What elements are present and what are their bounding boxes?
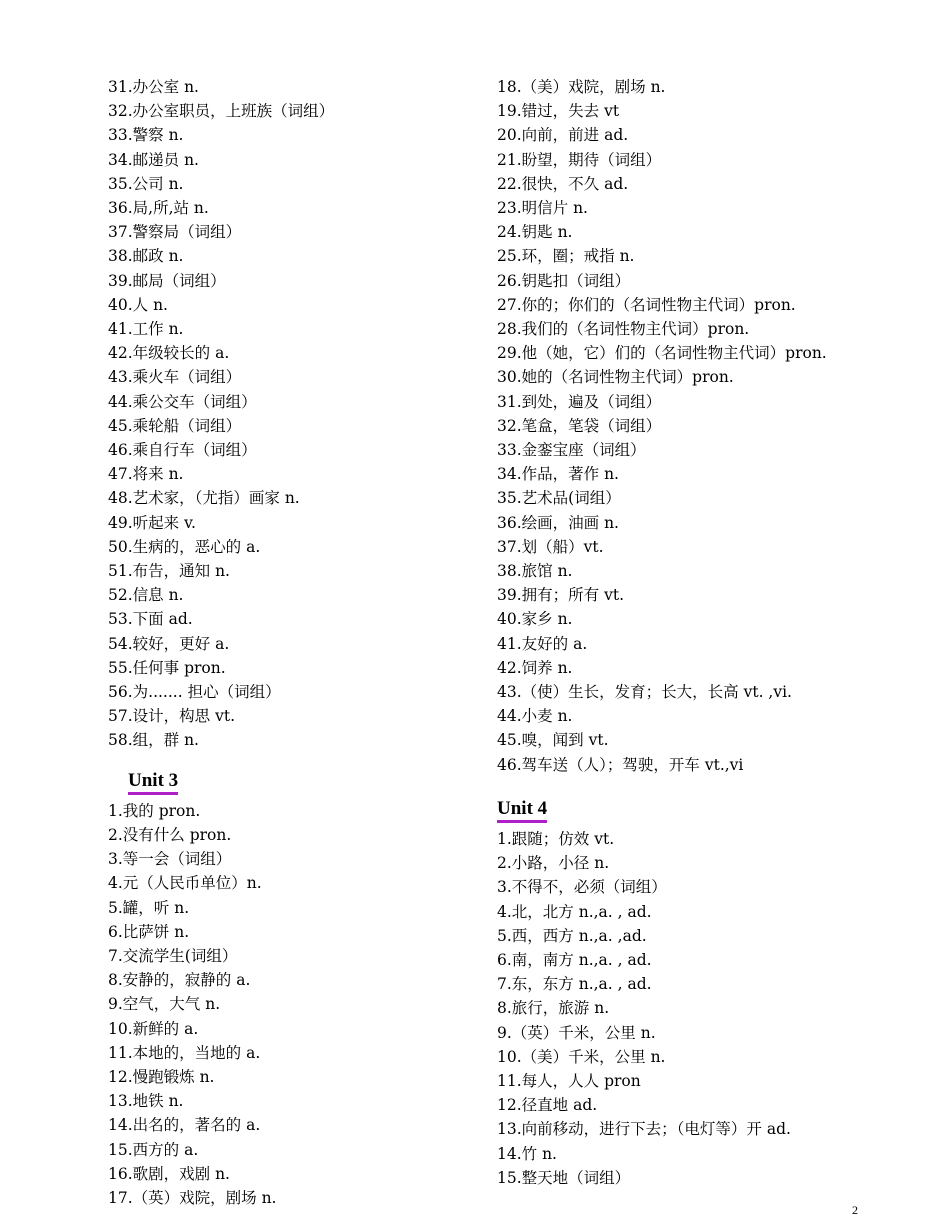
vocab-entry: 9.空气，大气 n.	[108, 995, 221, 1014]
vocab-entry: 1.我的 pron.	[108, 801, 201, 820]
vocab-entry: 36.绘画，油画 n.	[497, 513, 619, 532]
vocab-entry: 53.下面 ad.	[108, 610, 193, 629]
vocab-entry: 55.任何事 pron.	[108, 658, 226, 677]
vocab-entry: 13.地铁 n.	[108, 1092, 184, 1111]
vocab-entry: 15.整天地（词组）	[497, 1168, 631, 1187]
unit3-heading-wrap	[108, 769, 478, 799]
vocab-entry: 47.将来 n.	[108, 465, 184, 484]
vocab-list-unit3-part1	[108, 799, 478, 1210]
vocab-entry: 30.她的（名词性物主代词）pron.	[497, 368, 734, 387]
vocab-entry: 6.比萨饼 n.	[108, 922, 190, 941]
vocab-entry: 12.径直地 ad.	[497, 1096, 598, 1115]
vocab-entry: 3.等一会（词组）	[108, 850, 232, 869]
vocab-entry: 36.局,所,站 n.	[108, 199, 209, 218]
vocab-entry: 48.艺术家，（尤指）画家 n.	[108, 489, 300, 508]
vocab-entry: 54.较好，更好 a.	[108, 634, 230, 653]
vocab-entry: 35.公司 n.	[108, 174, 184, 193]
vocab-entry: 1.跟随；仿效 vt.	[497, 829, 615, 848]
page-number: 2	[852, 1203, 858, 1217]
vocab-entry: 32.办公室职员，上班族（词组）	[108, 102, 335, 121]
vocab-entry: 44.小麦 n.	[497, 707, 573, 726]
vocab-entry: 43.乘火车（词组）	[108, 368, 242, 387]
vocab-entry: 15.西方的 a.	[108, 1140, 199, 1159]
vocab-entry: 9.（英）千米，公里 n.	[497, 1023, 656, 1042]
vocab-entry: 34.作品，著作 n.	[497, 465, 619, 484]
vocab-entry: 11.本地的，当地的 a.	[108, 1043, 261, 1062]
vocab-entry: 51.布告，通知 n.	[108, 562, 230, 581]
vocab-entry: 5.罐，听 n.	[108, 898, 190, 917]
vocab-entry: 38.邮政 n.	[108, 247, 184, 266]
vocab-list-unit2-continued	[108, 75, 478, 753]
vocab-entry: 45.嗅，闻到 vt.	[497, 731, 609, 750]
vocab-entry: 52.信息 n.	[108, 586, 184, 605]
vocab-entry: 40.家乡 n.	[497, 610, 573, 629]
vocab-entry: 28.我们的（名词性物主代词）pron.	[497, 320, 750, 339]
vocab-entry: 57.设计，构思 vt.	[108, 707, 235, 726]
left-column	[108, 75, 478, 1210]
vocab-entry: 5.西，西方 n.,a. ,ad.	[497, 926, 647, 945]
vocab-entry: 41.友好的 a.	[497, 634, 588, 653]
vocab-entry: 41.工作 n.	[108, 320, 184, 339]
vocab-entry: 49.听起来 v.	[108, 513, 196, 532]
unit4-heading: Unit 4	[497, 797, 548, 819]
vocab-entry: 11.每人，人人 pron	[497, 1071, 641, 1090]
vocab-entry: 8.旅行，旅游 n.	[497, 999, 610, 1018]
vocab-entry: 43.（使）生长，发育；长大，长高 vt. ,vi.	[497, 683, 792, 702]
vocab-entry: 25.环，圈；戒指 n.	[497, 247, 635, 266]
vocab-entry: 40.人 n.	[108, 295, 168, 314]
vocab-entry: 39.邮局（词组）	[108, 271, 226, 290]
vocab-entry: 46.驾车送（人）；驾驶，开车 vt.,vi	[497, 755, 744, 774]
vocab-entry: 35.艺术品(词组）	[497, 489, 621, 508]
vocab-entry: 31.到处，遍及（词组）	[497, 392, 662, 411]
vocab-entry: 10.新鲜的 a.	[108, 1019, 199, 1038]
right-column	[497, 75, 927, 1190]
vocab-entry: 32.笔盒，笔袋（词组）	[497, 416, 662, 435]
unit3-heading: Unit 3	[128, 769, 179, 791]
vocab-entry: 27.你的；你们的（名词性物主代词）pron.	[497, 295, 796, 314]
vocab-entry: 34.邮递员 n.	[108, 150, 199, 169]
vocab-entry: 50.生病的，恶心的 a.	[108, 537, 261, 556]
vocab-entry: 22.很快，不久 ad.	[497, 174, 629, 193]
vocab-entry: 37.警察局（词组）	[108, 223, 242, 242]
vocab-entry: 42.年级较长的 a.	[108, 344, 230, 363]
vocab-entry: 13.向前移动，进行下去；（电灯等）开 ad.	[497, 1120, 791, 1139]
unit4-heading-wrap	[497, 797, 927, 827]
vocab-list-unit3-part2	[497, 75, 927, 777]
vocab-entry: 29.他（她，它）们的（名词性物主代词）pron.	[497, 344, 827, 363]
vocab-entry: 26.钥匙扣（词组）	[497, 271, 631, 290]
vocab-entry: 7.东，东方 n.,a. , ad.	[497, 975, 652, 994]
vocab-entry: 17.（英）戏院，剧场 n.	[108, 1188, 277, 1207]
vocab-entry: 20.向前，前进 ad.	[497, 126, 629, 145]
vocab-entry: 45.乘轮船（词组）	[108, 416, 242, 435]
vocab-entry: 19.错过，失去 vt	[497, 102, 620, 121]
vocab-entry: 33.警察 n.	[108, 126, 184, 145]
vocab-entry: 4.元（人民币单位）n.	[108, 874, 262, 893]
vocab-entry: 58.组，群 n.	[108, 731, 199, 750]
vocab-entry: 12.慢跑锻炼 n.	[108, 1067, 215, 1086]
vocab-entry: 7.交流学生(词组）	[108, 946, 238, 965]
vocab-entry: 6.南，南方 n.,a. , ad.	[497, 950, 652, 969]
vocab-entry: 33.金銮宝座（词组）	[497, 441, 646, 460]
vocab-entry: 46.乘自行车（词组）	[108, 441, 257, 460]
vocab-entry: 2.没有什么 pron.	[108, 825, 232, 844]
vocab-list-unit4	[497, 827, 927, 1190]
vocab-entry: 4.北，北方 n.,a. , ad.	[497, 902, 652, 921]
vocab-entry: 10.（美）千米，公里 n.	[497, 1047, 666, 1066]
vocab-entry: 2.小路，小径 n.	[497, 854, 610, 873]
vocab-entry: 8.安静的，寂静的 a.	[108, 971, 251, 990]
vocab-entry: 24.钥匙 n.	[497, 223, 573, 242]
vocab-entry: 21.盼望，期待（词组）	[497, 150, 662, 169]
vocab-entry: 16.歌剧，戏剧 n.	[108, 1164, 230, 1183]
vocab-entry: 39.拥有；所有 vt.	[497, 586, 624, 605]
vocab-entry: 23.明信片 n.	[497, 199, 588, 218]
vocab-entry: 31.办公室 n.	[108, 78, 199, 96]
vocab-entry: 44.乘公交车（词组）	[108, 392, 257, 411]
vocab-entry: 37.划（船）vt.	[497, 537, 604, 556]
vocab-entry: 38.旅馆 n.	[497, 562, 573, 581]
vocab-entry: 14.竹 n.	[497, 1144, 557, 1163]
vocab-entry: 18.（美）戏院，剧场 n.	[497, 78, 666, 96]
vocab-entry: 3.不得不，必须（词组）	[497, 878, 667, 897]
vocab-entry: 14.出名的，著名的 a.	[108, 1116, 261, 1135]
vocab-entry: 42.饲养 n.	[497, 658, 573, 677]
vocab-entry: 56.为....... 担心（词组）	[108, 683, 281, 702]
